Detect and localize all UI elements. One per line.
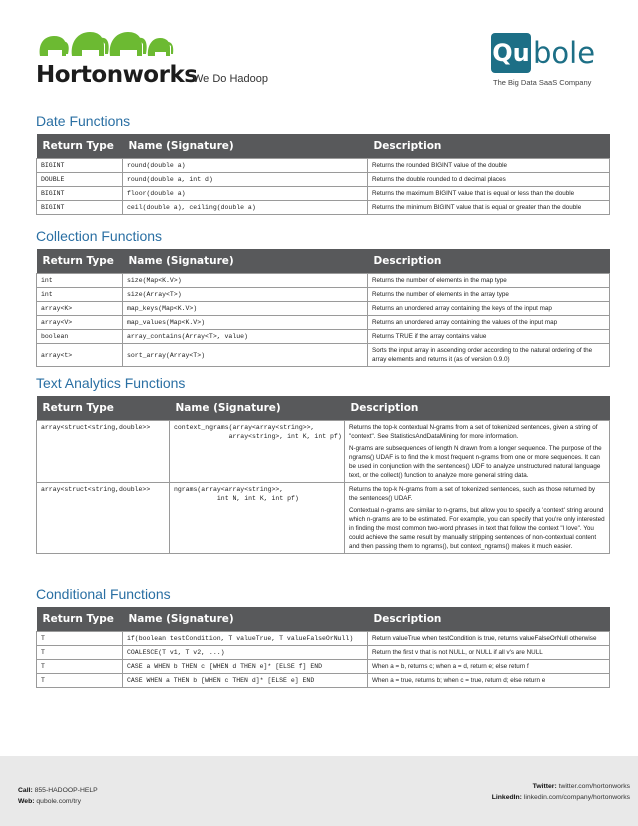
qubole-logo-mark: Qu: [491, 33, 531, 73]
return-type-cell: BIGINT: [37, 159, 123, 173]
page-footer: [0, 756, 638, 826]
signature-cell: CASE a WHEN b THEN c [WHEN d THEN e]* [ELSE f] END: [123, 660, 368, 674]
return-type-cell: T: [37, 660, 123, 674]
signature-cell: map_keys(Map<K.V>): [123, 302, 368, 316]
return-type-cell: array<struct<string,double>>: [37, 421, 170, 483]
return-type-cell: array<K>: [37, 302, 123, 316]
description-cell: Returns TRUE if the array contains value: [368, 330, 610, 344]
table-row: [37, 302, 610, 316]
return-type-cell: BIGINT: [37, 201, 123, 215]
footer-web: [18, 798, 81, 805]
table-row: [37, 632, 610, 646]
text-analytics-section: [36, 374, 609, 554]
description-cell: Returns an unordered array containing the values of the input map: [368, 316, 610, 330]
description-paragraph: Returns the top-k contextual N-grams from a set of tokenized sentences, given a string of "context". See StatisticsAndDataMining for more information.: [349, 424, 598, 440]
signature-cell: array_contains(Array<T>, value): [123, 330, 368, 344]
return-type-cell: boolean: [37, 330, 123, 344]
text-analytics-table: [36, 396, 610, 554]
description-cell: Returns the number of elements in the map type: [368, 274, 610, 288]
description-cell: Returns the minimum BIGINT value that is equal or greater than the double: [368, 201, 610, 215]
table-row: [37, 187, 610, 201]
linkedin-link[interactable]: linkedin.com/company/hortonworks: [523, 794, 630, 801]
hortonworks-wordmark: Hortonworks: [36, 62, 198, 88]
description-cell: Returns an unordered array containing the keys of the input map: [368, 302, 610, 316]
conditional-functions-table: [36, 607, 610, 688]
signature-cell: ceil(double a), ceiling(double a): [123, 201, 368, 215]
section-title: Text Analytics Functions: [36, 375, 186, 391]
signature-cell: size(Map<K.V>): [123, 274, 368, 288]
table-row: [37, 646, 610, 660]
table-row: [37, 316, 610, 330]
return-type-cell: array<struct<string,double>>: [37, 483, 170, 554]
section-title: Collection Functions: [36, 228, 163, 244]
collection-functions-table: [36, 249, 610, 367]
section-title: Conditional Functions: [36, 586, 171, 602]
twitter-label: Twitter:: [532, 783, 557, 790]
return-type-cell: BIGINT: [37, 187, 123, 201]
date-functions-section: [36, 112, 609, 215]
qubole-logo-text: bole: [533, 36, 596, 70]
linkedin-label: LinkedIn:: [491, 794, 522, 801]
column-header: Return Type: [37, 134, 123, 159]
signature-cell: round(double a, int d): [123, 173, 368, 187]
signature-cell: size(Array<T>): [123, 288, 368, 302]
description-cell: Sorts the input array in ascending order according to the natural ordering of the array elements and returns it (as of version 0.9.0): [368, 344, 610, 367]
signature-cell: ngrams(array<array<string>>, int N, int K, int pf): [170, 483, 345, 554]
column-header: Return Type: [37, 249, 123, 274]
description-cell: Return valueTrue when testCondition is true, returns valueFalseOrNull otherwise: [368, 632, 610, 646]
twitter-link[interactable]: twitter.com/hortonworks: [558, 783, 630, 790]
table-row: [37, 674, 610, 688]
footer-twitter: [533, 783, 630, 790]
call-value[interactable]: 855-HADOOP-HELP: [34, 787, 98, 794]
description-paragraph: N-grams are subsequences of length N drawn from a longer sequence. The purpose of the ngrams() UDAF is to find the k most frequent n-grams from one or more sequences. It can be used in conjunction with the sentences() UDF to analyze unstructured natural language text, or the collect() function to analyze more general string data.: [349, 445, 602, 479]
description-cell: [345, 421, 610, 483]
signature-cell: if(boolean testCondition, T valueTrue, T valueFalseOrNull): [123, 632, 368, 646]
table-row: [37, 201, 610, 215]
date-functions-table: [36, 134, 610, 215]
signature-cell: COALESCE(T v1, T v2, ...): [123, 646, 368, 660]
table-row: [37, 288, 610, 302]
description-cell: Returns the rounded BIGINT value of the double: [368, 159, 610, 173]
signature-cell: CASE WHEN a THEN b [WHEN c THEN d]* [ELSE e] END: [123, 674, 368, 688]
signature-cell: floor(double a): [123, 187, 368, 201]
return-type-cell: array<t>: [37, 344, 123, 367]
description-cell: When a = b, returns c; when a = d, return e; else return f: [368, 660, 610, 674]
hortonworks-elephants-logo: [36, 26, 176, 62]
column-header: Description: [368, 249, 610, 274]
column-header: Return Type: [37, 607, 123, 632]
table-row: [37, 660, 610, 674]
collection-functions-section: [36, 227, 609, 367]
return-type-cell: int: [37, 274, 123, 288]
column-header: Description: [368, 134, 610, 159]
call-label: Call:: [18, 787, 33, 794]
signature-cell: context_ngrams(array<array<string>>, array<string>, int K, int pf): [170, 421, 345, 483]
table-row: [37, 483, 610, 554]
return-type-cell: T: [37, 674, 123, 688]
return-type-cell: DOUBLE: [37, 173, 123, 187]
footer-call: [18, 787, 98, 794]
description-cell: Returns the double rounded to d decimal places: [368, 173, 610, 187]
signature-cell: sort_array(Array<T>): [123, 344, 368, 367]
description-cell: Returns the maximum BIGINT value that is equal or less than the double: [368, 187, 610, 201]
table-row: [37, 421, 610, 483]
return-type-cell: int: [37, 288, 123, 302]
table-row: [37, 330, 610, 344]
footer-linkedin: [492, 794, 630, 801]
column-header: Description: [345, 396, 610, 421]
web-link[interactable]: qubole.com/try: [36, 798, 81, 805]
return-type-cell: array<V>: [37, 316, 123, 330]
hortonworks-tagline: We Do Hadoop: [193, 73, 269, 85]
description-cell: When a = true, returns b; when c = true, return d; else return e: [368, 674, 610, 688]
table-row: [37, 173, 610, 187]
signature-cell: map_values(Map<K.V>): [123, 316, 368, 330]
column-header: Name (Signature): [123, 134, 368, 159]
description-cell: Return the first v that is not NULL, or NULL if all v's are NULL: [368, 646, 610, 660]
description-paragraph: Contextual n-grams are similar to n-grams, but allow you to specify a 'context' string around which n-grams are to be estimated. For example, you can specify that you're only interested in finding the most common two-word phrases in text that follow the context "I love". You could achieve the same result by manually stripping sentences of non-contextual content and then passing them to ngrams(), but context_ngrams() makes it much easier.: [349, 507, 605, 550]
table-row: [37, 344, 610, 367]
column-header: Description: [368, 607, 610, 632]
qubole-tagline: The Big Data SaaS Company: [493, 78, 592, 87]
description-paragraph: Returns the top-k N-grams from a set of tokenized sentences, such as those returned by the sentences() UDAF.: [349, 486, 596, 502]
return-type-cell: T: [37, 632, 123, 646]
return-type-cell: T: [37, 646, 123, 660]
page-header: [0, 0, 638, 104]
conditional-functions-section: [36, 585, 609, 688]
table-row: [37, 274, 610, 288]
description-cell: [345, 483, 610, 554]
section-title: Date Functions: [36, 113, 131, 129]
signature-cell: round(double a): [123, 159, 368, 173]
web-label: Web:: [18, 798, 35, 805]
column-header: Return Type: [37, 396, 170, 421]
table-row: [37, 159, 610, 173]
description-cell: Returns the number of elements in the array type: [368, 288, 610, 302]
column-header: Name (Signature): [170, 396, 345, 421]
column-header: Name (Signature): [123, 607, 368, 632]
column-header: Name (Signature): [123, 249, 368, 274]
